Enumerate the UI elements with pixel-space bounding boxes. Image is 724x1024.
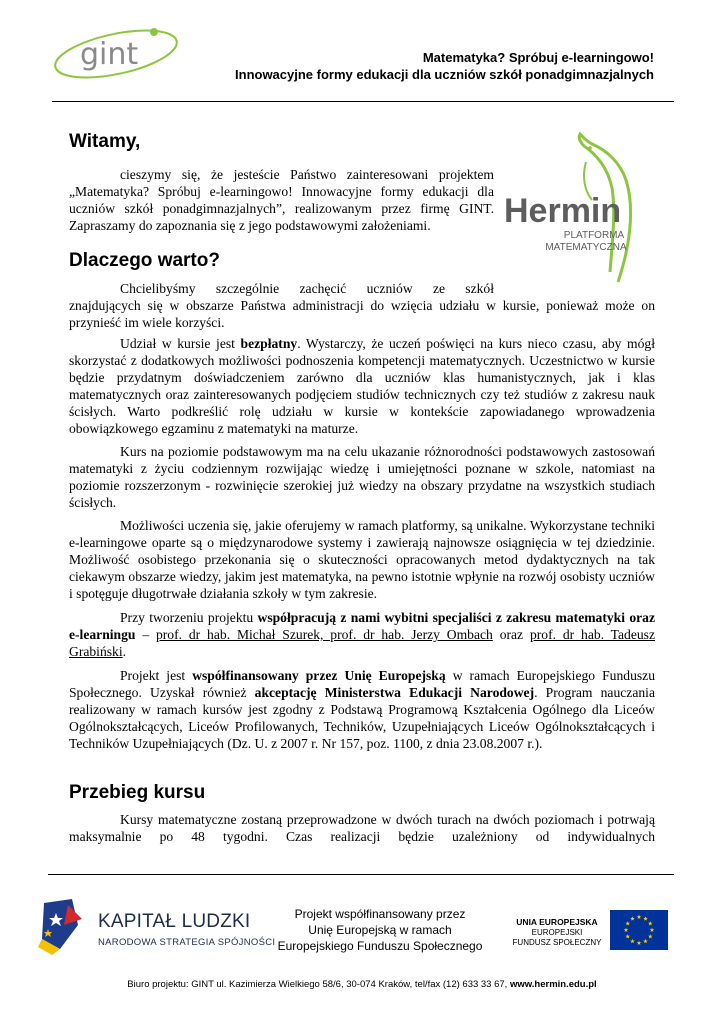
paragraph-free-participation: Udział w kursie jest bezpłatny. Wystarczy, że uczeń poświęci na kurs nieco czasu, aby mógł skorzystać z dodatkowych możliwości podnoszenia kompetencji matematycznych. Uczestnictwo w kursie będzie przydatnym doświadczeniem zarówno dla uczniów klas humanistycznych, jak i klas matematycznych oraz zainteresowanych podjęciem studiów technicznych czy też studiów z zakresu nauk ścisłych. Warto podkreślić rolę udziału w kursie w kontekście zapowiadanego wprowadzenia obowiązkowego egzaminu z matematyki na maturze. — [69, 336, 656, 436]
link-professors[interactable]: prof. dr hab. Michał Szurek, prof. dr hab. Jerzy Ombach — [155, 626, 493, 642]
heading-przebieg-kursu: Przebieg kursu — [69, 782, 206, 803]
eu-label-social-fund: FUNDUSZ SPOŁECZNY — [512, 938, 602, 947]
eu-label-union: UNIA EUROPEJSKA — [516, 917, 598, 927]
hermin-logo-name: Hermin — [504, 192, 622, 230]
header-divider — [52, 101, 674, 102]
cofinanced-line2: Unię Europejską w ramach — [308, 923, 452, 937]
hermin-logo-line1: PLATFORMA — [563, 230, 625, 241]
paragraph-specialists: Przy tworzeniu projektu współpracują z nami wybitni specjaliści z zakresu matematyki oraz e-learningu – prof. dr hab. Michał Szurek, prof. dr hab. Jerzy Ombach oraz prof. dr hab. Tadeusz Grabiński. — [69, 610, 656, 659]
eu-flag-icon — [610, 910, 668, 950]
gint-logo — [50, 22, 180, 84]
gint-logo-text: gint — [80, 37, 139, 72]
header-title-line2: Innowacyjne formy edukacji dla uczniów szkół ponadgimnazjalnych — [235, 67, 654, 82]
cofinanced-line3: Europejskiego Funduszu Społecznego — [277, 939, 483, 953]
cofinanced-line1: Projekt współfinansowany przez — [294, 907, 466, 921]
link-professor-grabinski[interactable]: prof. dr hab. Tadeusz Grabiński — [69, 626, 656, 659]
paragraph-intro: cieszymy się, że jesteście Państwo zainteresowani projektem „Matematyka? Spróbuj e-learningowo! Innowacyjne formy edukacji dla uczniów szkół ponadgimnazjalnych”, realizowanym przez firmę GINT. Zapraszamy do zapoznania się z jego podstawowymi założeniami. — [69, 167, 494, 233]
bold-men-acceptance: akceptację Ministerstwa Edukacji Narodowej — [254, 684, 535, 700]
paragraph-encourage-rest: znajdujących się w obszarze Państwa administracji do wzięcia udziału w kursie, ponieważ może on przynieść im wiele korzyści. — [69, 297, 655, 330]
bold-eu-cofinanced: współfinansowany przez Unię Europejską — [192, 668, 446, 683]
paragraph-course-schedule: Kursy matematyczne zostaną przeprowadzone w dwóch turach na dwóch poziomach i potrwają maksymalnie po 48 tygodni. Czas realizacji będzie uzależniony od indywidualnych — [69, 812, 655, 844]
project-office-info — [0, 979, 724, 990]
hermin-logo-line2: MATEMATYCZNA — [545, 242, 627, 253]
kapital-ludzki-subtitle: NARODOWA STRATEGIA SPÓJNOŚCI — [98, 937, 276, 948]
paragraph-cofinancing: Projekt jest współfinansowany przez Unię Europejską w ramach Europejskiego Funduszu Społecznego. Uzyskał również akceptację Ministerstwa Edukacji Narodowej. Program nauczania realizowany w ramach kursów jest zgodny z Podstawą Programową Kształcenia Ogólnego dla Liceów Ogólnokształcących, Liceów Profilowanych, Techników, Uzupełniających Liceów Ogólnokształcących i Techników Uzupełniających (Dz. U. z 2007 r. Nr 157, poz. 1100, z dnia 23.08.2007 r.). — [69, 668, 655, 751]
project-website-link[interactable]: www.hermin.edu.pl — [509, 979, 597, 990]
paragraph-encourage — [69, 281, 655, 332]
header-title-line1: Matematyka? Spróbuj e-learningowo! — [422, 50, 654, 65]
eu-label-european: EUROPEJSKI — [531, 928, 583, 937]
heading-dlaczego-warto: Dlaczego warto? — [69, 250, 220, 271]
bold-specialists: współpracują z nami wybitni specjaliści z zakresu matematyki oraz e-learningu — [69, 610, 655, 642]
project-office-address: Biuro projektu: GINT ul. Kazimierza Wielkiego 58/6, 30-074 Kraków, tel/fax (12) 633 33 67, — [127, 979, 510, 990]
cofinanced-text — [270, 906, 490, 954]
paragraph-course-levels: Kurs na poziomie podstawowym ma na celu ukazanie różnorodności podstawowych zastosowań matematyki z życiu codziennym rozwijając wiedzę i umiejętności poznane w szkole, natomiast na poziomie rozszerzonym - rozwinięcie szerokiej już wiedzy na obszary przydatne na wszystkich studiach ścisłych. — [69, 444, 655, 510]
heading-witamy: Witamy, — [69, 131, 141, 152]
paragraph-encourage-line1: Chcielibyśmy szczególnie zachęcić uczniów ze szkół — [120, 281, 494, 296]
kapital-ludzki-icon — [38, 895, 98, 955]
footer-divider — [48, 874, 674, 875]
kapital-ludzki-title: KAPITAŁ LUDZKI — [98, 911, 251, 932]
paragraph-opportunities: Możliwości uczenia się, jakie oferujemy w ramach platformy, są unikalne. Wykorzystane techniki e-learningowe oparte są o międzynarodowe systemy i zawierają najnowsze osiągnięcia w tej dziedzinie. Możliwość osobistego przekonania się o skuteczności opracowanych metod dydaktycznych na tak ciekawym obszarze wiedzy, jakim jest matematyka, na pewno istotnie wpłynie na rozwój osobisty uczniów i spotęguje długotrwałe działania szkoły w tym zakresie. — [69, 518, 655, 601]
bold-free: bezpłatny — [240, 336, 298, 351]
hermin-logo — [500, 132, 660, 287]
